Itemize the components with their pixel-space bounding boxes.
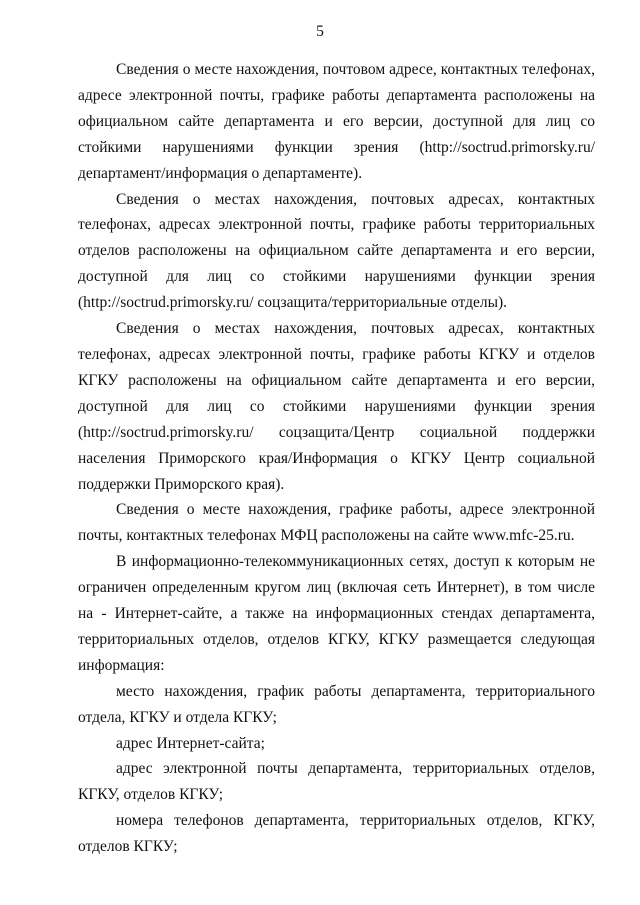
paragraph-information-networks: В информационно-телекоммуникационных сетях, доступ к которым не ограничен определенным кругом лиц (включая сеть Интернет), в том числе на - Интернет-сайте, а также на информационных стендах департамента, территориальных отделов, отделов КГКУ, КГКУ размещается следующая информация: (78, 553, 595, 674)
list-item-website-address: адрес Интернет-сайта; (116, 734, 265, 752)
paragraph-department-contacts: Сведения о месте нахождения, почтовом адресе, контактных телефонах, адресе электронной почты, графике работы департамента расположены на официальном сайте департамента и его версии, доступной для лиц со стойкими нарушениями функции зрения (http://soctrud.primorsky.ru/ департамент/информация о департаменте). (78, 61, 595, 182)
paragraph-mfc-contacts: Сведения о месте нахождения, графике работы, адресе электронной почты, контактных телефонах МФЦ расположены на сайте www.mfc-25.ru. (78, 501, 595, 545)
document-body (78, 57, 595, 860)
list-item-location-schedule: место нахождения, график работы департамента, территориального отдела, КГКУ и отдела КГКУ; (78, 682, 595, 726)
list-item-phone-numbers: номера телефонов департамента, территориальных отделов, КГКУ, отделов КГКУ; (78, 812, 595, 856)
list-item-email-addresses: адрес электронной почты департамента, территориальных отделов, КГКУ, отделов КГКУ; (78, 760, 595, 804)
page-number: 5 (316, 23, 324, 40)
paragraph-kgku-contacts: Сведения о местах нахождения, почтовых адресах, контактных телефонах, адресах электронной почты, графике работы КГКУ и отделов КГКУ расположены на официальном сайте департамента и его версии, доступной для лиц со стойкими нарушениями функции зрения (http://soctrud.primorsky.ru/ соцзащита/Центр социальной поддержки населения Приморского края/Информация о КГКУ Центр социальной поддержки Приморского края). (78, 320, 595, 493)
paragraph-territorial-offices: Сведения о местах нахождения, почтовых адресах, контактных телефонах, адресах электронной почты, графике работы территориальных отделов расположены на официальном сайте департамента и его версии, доступной для лиц со стойкими нарушениями функции зрения (http://soctrud.primorsky.ru/ соцзащита/территориальные отделы). (78, 190, 595, 312)
